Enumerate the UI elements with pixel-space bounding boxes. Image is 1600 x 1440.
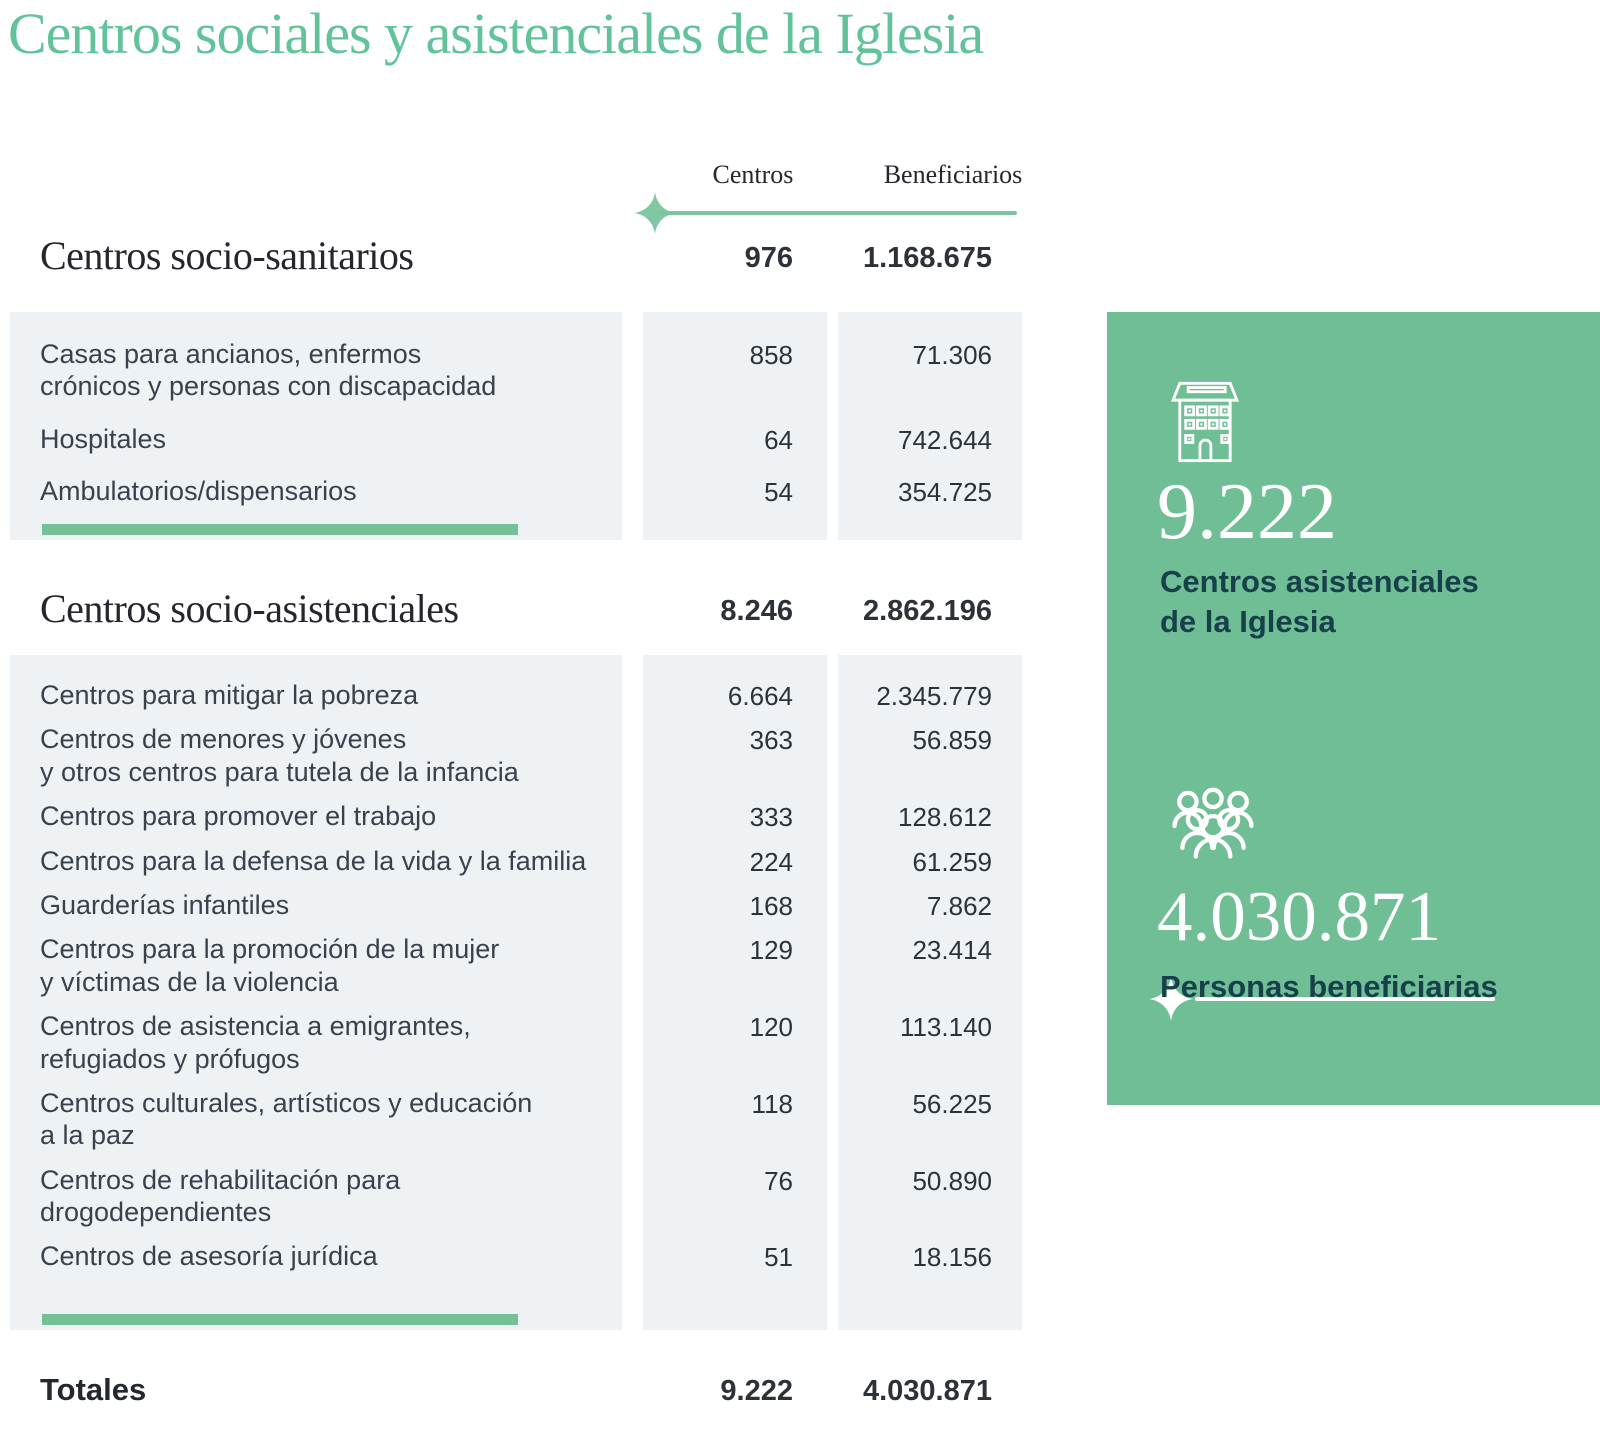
column-header-beneficiarios: Beneficiarios (883, 160, 1023, 189)
summary-panel (1107, 312, 1600, 1105)
table-row (10, 1010, 1022, 1075)
centers-total-label: Centros asistenciales de la Iglesia (1160, 564, 1479, 640)
table-row (10, 423, 1022, 455)
row-centros-value: 6.664 (727, 681, 793, 711)
row-beneficiarios-value: 128.612 (898, 802, 992, 833)
table-row (10, 723, 1022, 788)
row-beneficiarios-value: 23.414 (912, 935, 992, 966)
row-centros-value: 363 (749, 725, 793, 756)
row-label: Centros para la promoción de la mujer y víctimas de la violencia (40, 934, 500, 997)
section-body-socio-sanitarios (10, 312, 1022, 540)
row-beneficiarios-value: 742.644 (898, 424, 992, 455)
row-label: Centros de rehabilitación para drogodependientes (40, 1164, 401, 1228)
section-beneficiarios-value: 1.168.675 (862, 242, 992, 274)
table-row (10, 475, 1022, 507)
row-label: Centros para mitigar la pobreza (40, 680, 419, 710)
section-green-bar (42, 1314, 518, 1325)
row-label: Centros culturales, artísticos y educación a la paz (40, 1087, 533, 1151)
table-row (10, 1164, 1022, 1229)
section-title: Centros socio-asistenciales (40, 586, 459, 631)
totals-beneficiarios-value: 4.030.871 (862, 1375, 992, 1407)
section-green-bar (42, 524, 518, 535)
row-beneficiarios-value: 56.859 (912, 725, 992, 756)
row-centros-value: 858 (749, 340, 793, 370)
table-row (10, 679, 1022, 711)
header-divider (634, 192, 1034, 234)
row-beneficiarios-value: 7.862 (926, 890, 992, 921)
table-row (10, 845, 1022, 877)
row-label: Centros para promover el trabajo (40, 801, 437, 832)
section-header-socio-sanitarios (0, 232, 1022, 282)
people-icon (1162, 785, 1264, 859)
table-row (10, 338, 1022, 403)
totals-row (0, 1372, 1022, 1422)
beneficiaries-total-label: Personas beneficiarias (1160, 969, 1498, 1004)
row-beneficiarios-value: 354.725 (898, 477, 992, 508)
row-label: Casas para ancianos, enfermos crónicos y personas con discapacidad (40, 339, 497, 402)
section-rows (10, 655, 1022, 1273)
section-centros-value: 976 (744, 242, 793, 274)
table-row (10, 933, 1022, 998)
totals-centros-value: 9.222 (720, 1375, 793, 1407)
row-label: Centros de menores y jóvenes y otros centros para tutela de la infancia (40, 724, 519, 787)
row-centros-value: 64 (764, 424, 793, 455)
section-centros-value: 8.246 (720, 595, 793, 627)
row-centros-value: 129 (749, 935, 793, 966)
row-centros-value: 118 (751, 1088, 793, 1119)
row-beneficiarios-value: 113.140 (899, 1012, 992, 1043)
row-label: Guarderías infantiles (40, 889, 290, 920)
table-row (10, 800, 1022, 832)
header-rule-line (658, 211, 1017, 215)
row-centros-value: 333 (749, 802, 793, 833)
row-beneficiarios-value: 2.345.779 (876, 681, 992, 711)
page-title: Centros sociales y asistenciales de la Iglesia (8, 1, 984, 66)
row-centros-value: 120 (749, 1012, 793, 1043)
table-row (10, 1240, 1022, 1272)
row-label: Centros de asistencia a emigrantes, refugiados y prófugos (40, 1011, 471, 1074)
row-centros-value: 76 (764, 1165, 793, 1196)
row-label: Ambulatorios/dispensarios (40, 476, 357, 507)
row-beneficiarios-value: 18.156 (912, 1242, 992, 1273)
row-beneficiarios-value: 50.890 (912, 1165, 992, 1196)
row-centros-value: 168 (749, 890, 793, 921)
column-header-centros: Centros (712, 160, 794, 189)
table-row (10, 1087, 1022, 1152)
row-label: Centros de asesoría jurídica (40, 1241, 378, 1272)
row-label: Centros para la defensa de la vida y la familia (40, 845, 587, 876)
building-icon (1163, 378, 1247, 466)
row-beneficiarios-value: 71.306 (912, 340, 992, 370)
row-centros-value: 224 (749, 846, 793, 877)
section-header-socio-asistenciales (0, 585, 1022, 635)
row-centros-value: 51 (764, 1242, 793, 1273)
section-body-socio-asistenciales (10, 655, 1022, 1330)
totals-label: Totales (40, 1372, 147, 1407)
section-beneficiarios-value: 2.862.196 (862, 595, 992, 627)
section-title: Centros socio-sanitarios (40, 233, 414, 278)
section-rows (10, 312, 1022, 508)
centers-total-value: 9.222 (1157, 468, 1337, 556)
table-row (10, 889, 1022, 921)
row-beneficiarios-value: 56.225 (912, 1088, 992, 1119)
row-beneficiarios-value: 61.259 (912, 846, 992, 877)
row-label: Hospitales (40, 423, 167, 454)
row-centros-value: 54 (764, 477, 793, 508)
beneficiaries-total-value: 4.030.871 (1157, 878, 1441, 956)
